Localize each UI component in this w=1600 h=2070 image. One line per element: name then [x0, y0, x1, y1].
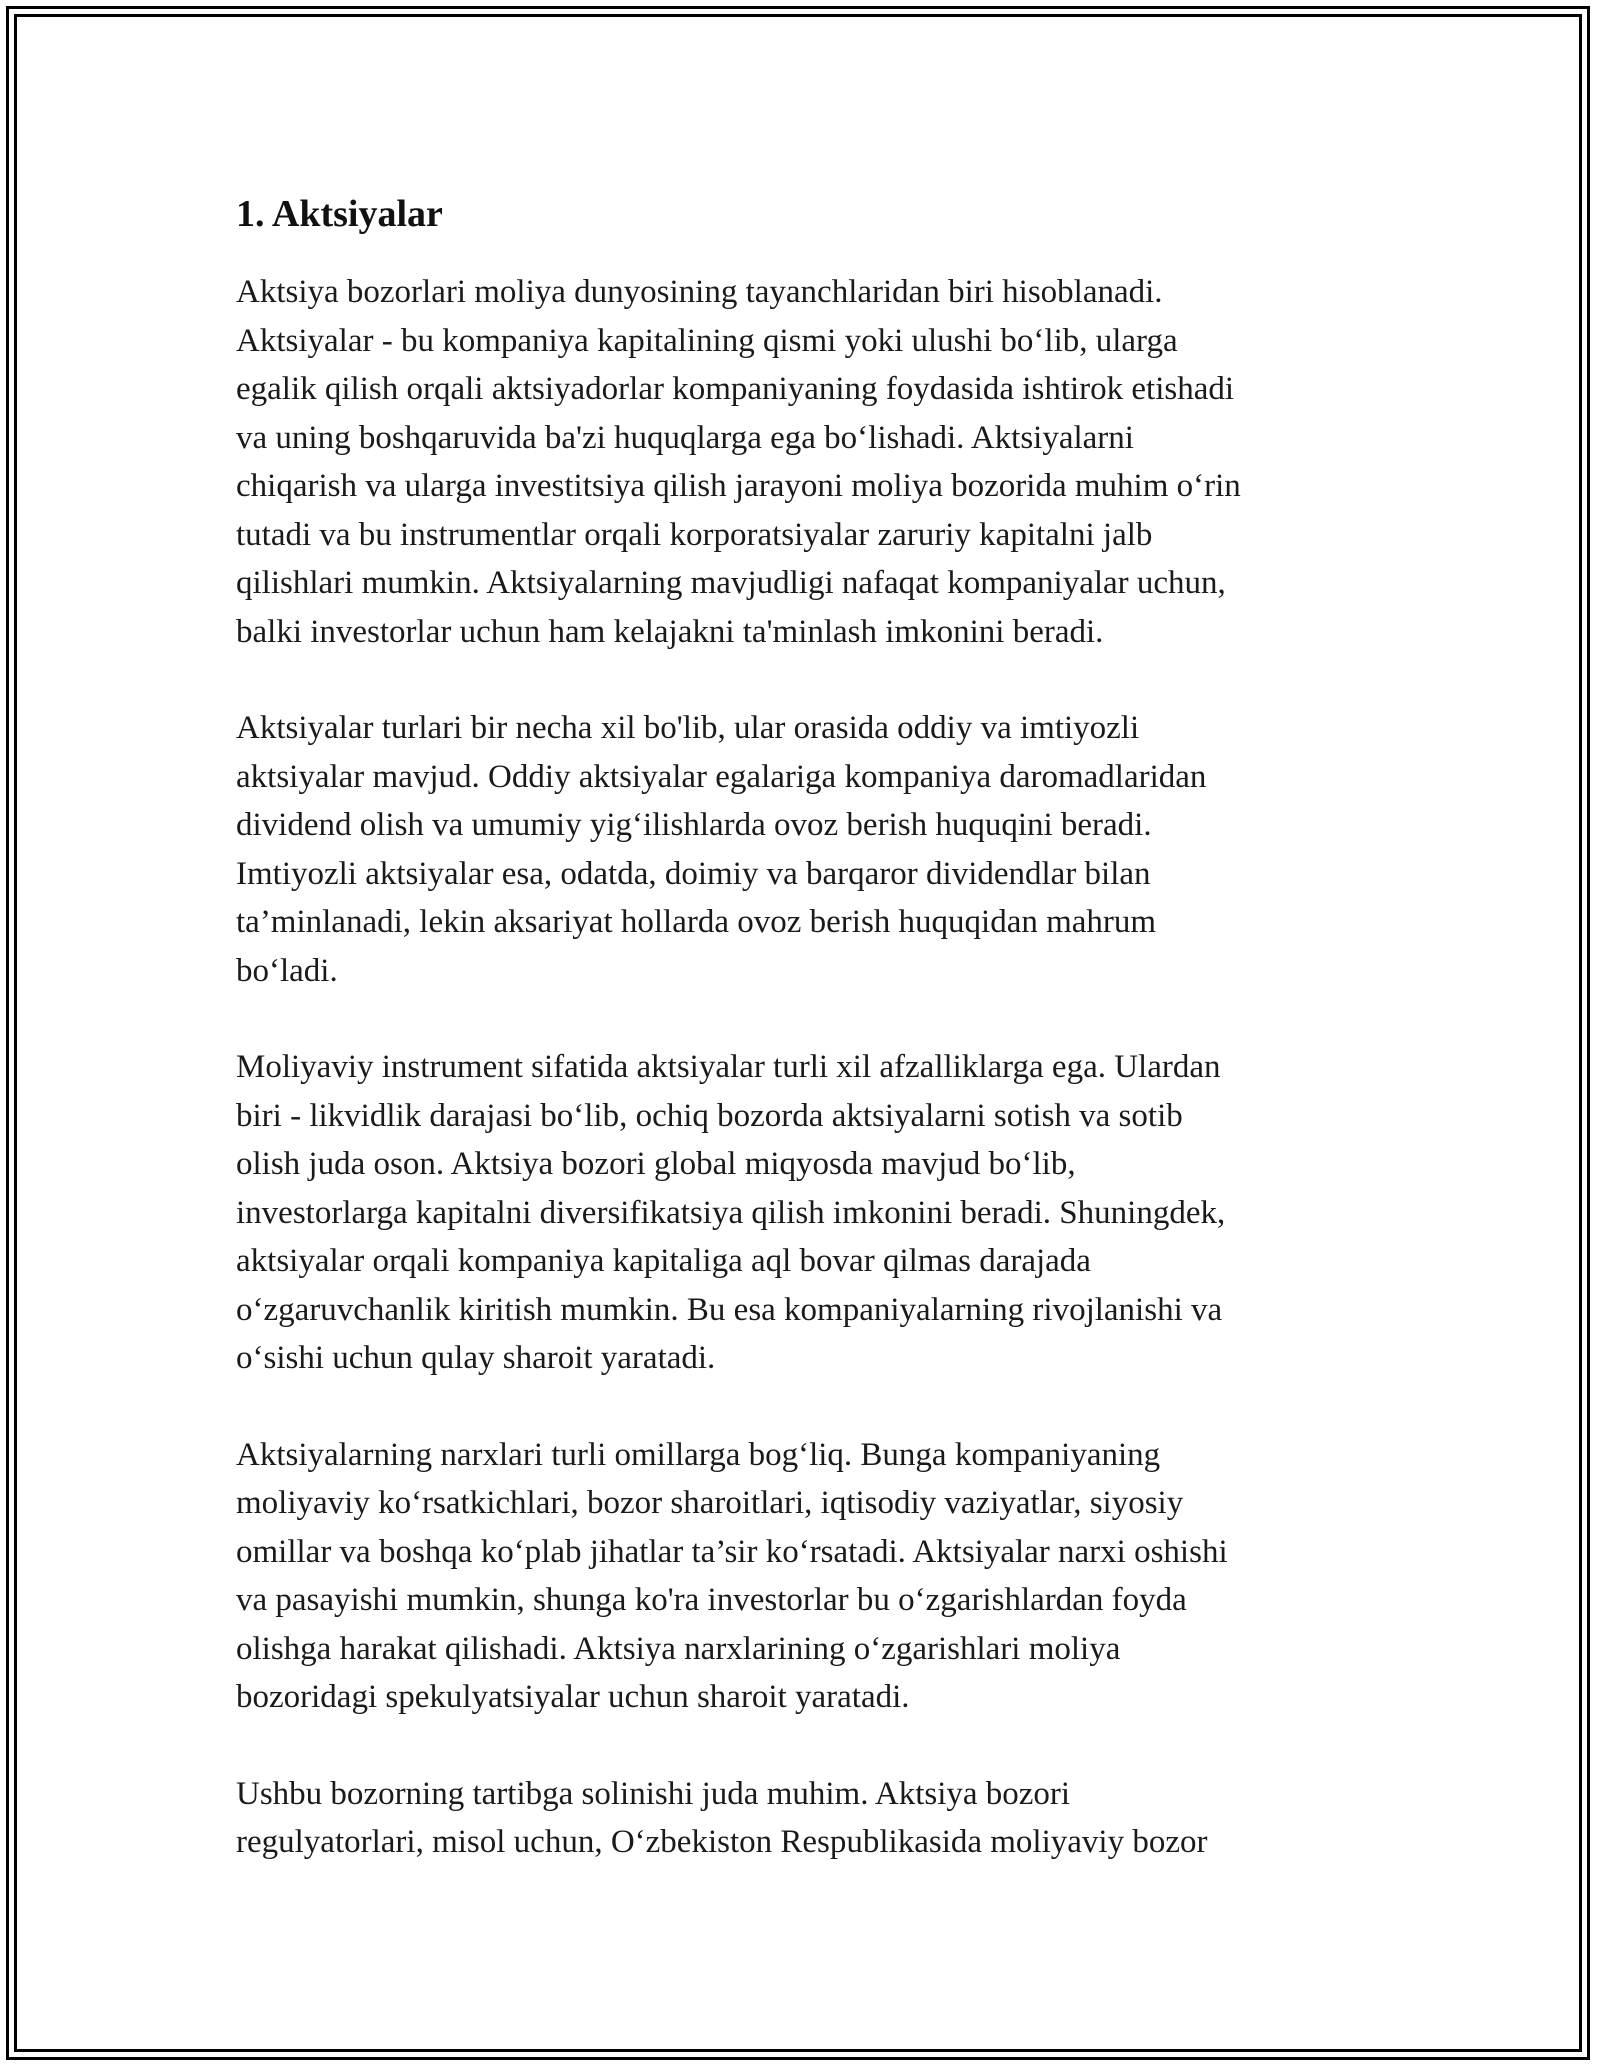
paragraph-4: Aktsiyalarning narxlari turli omillarga bog‘liq. Bunga kompaniyaning moliyaviy ko‘rsatkichlari, bozor sharoitlari, iqtisodiy vaziyatlar, siyosiy omillar va boshqa ko‘plab jihatlar ta’sir ko‘rsatadi. Aktsiyalar narxi oshishi va pasayishi mumkin, shunga ko'ra investorlar bu o‘zgarishlardan foyda olishga harakat qilishadi. Aktsiya narxlarining o‘zgarishlari moliya bozoridagi spekulyatsiyalar uchun sharoit yaratadi.	[236, 1436, 1228, 1715]
paragraph-1: Aktsiya bozorlari moliya dunyosining tayanchlaridan biri hisoblanadi. Aktsiyalar - bu kompaniya kapitalining qismi yoki ulushi bo‘lib, ularga egalik qilish orqali aktsiyadorlar kompaniyaning foydasida ishtirok etishadi va uning boshqaruvida ba'zi huquqlarga ega bo‘lishadi. Aktsiyalarni chiqarish va ularga investitsiya qilish jarayoni moliya bozorida muhim o‘rin tutadi va bu instrumentlar orqali korporatsiyalar zaruriy kapitalni jalb qilishlari mumkin. Aktsiyalarning mavjudligi nafaqat kompaniyalar uchun, balki investorlar uchun ham kelajakni ta'minlash imkonini beradi.	[236, 274, 1241, 650]
section-heading: 1. Aktsiyalar	[236, 193, 443, 235]
document-body	[236, 186, 1366, 1915]
paragraph-3: Moliyaviy instrument sifatida aktsiyalar turli xil afzalliklarga ega. Ulardan biri - likvidlik darajasi bo‘lib, ochiq bozorda aktsiyalarni sotish va sotib olish juda oson. Aktsiya bozori global miqyosda mavjud bo‘lib, investorlarga kapitalni diversifikatsiya qilish imkonini beradi. Shuningdek, aktsiyalar orqali kompaniya kapitaliga aql bovar qilmas darajada o‘zgaruvchanlik kiritish mumkin. Bu esa kompaniyalarning rivojlanishi va o‘sishi uchun qulay sharoit yaratadi.	[236, 1049, 1226, 1376]
paragraph-5: Ushbu bozorning tartibga solinishi juda muhim. Aktsiya bozori regulyatorlari, misol uchun, O‘zbekiston Respublikasida moliyaviy bozor	[236, 1775, 1208, 1860]
paragraph-2: Aktsiyalar turlari bir necha xil bo'lib, ular orasida oddiy va imtiyozli aktsiyalar mavjud. Oddiy aktsiyalar egalariga kompaniya daromadlaridan dividend olish va umumiy yig‘ilishlarda ovoz berish huquqini beradi. Imtiyozli aktsiyalar esa, odatda, doimiy va barqaror dividendlar bilan ta’minlanadi, lekin aksariyat hollarda ovoz berish huquqidan mahrum bo‘ladi.	[236, 710, 1207, 989]
